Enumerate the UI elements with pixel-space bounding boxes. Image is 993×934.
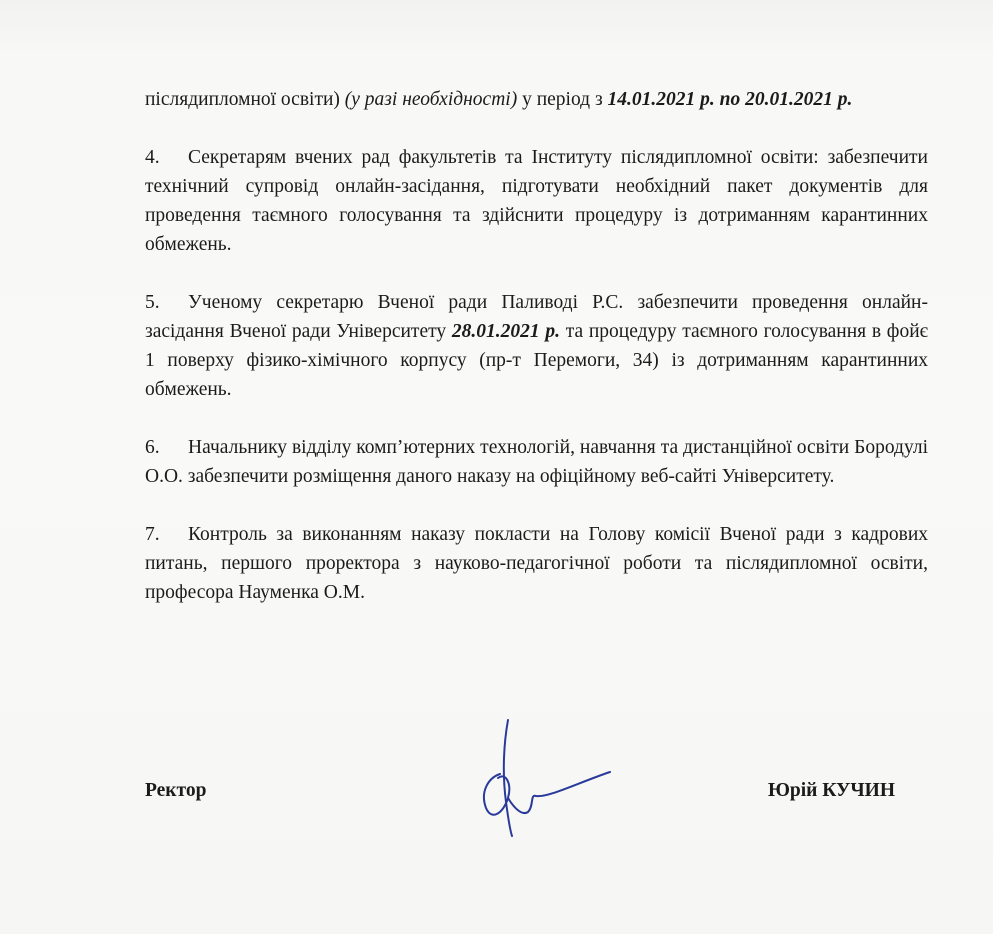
- paragraph-item-6: [145, 433, 928, 491]
- item-text: Контроль за виконанням наказу покласти на Голову комісії Вченої ради з кадрових питань, першого проректора з науково-педагогічної роботи та післядипломної освіти, професора Науменка О.М.: [145, 524, 928, 603]
- paragraph-continuation: [145, 85, 928, 114]
- continuation-text: післядипломної освіти): [145, 89, 345, 110]
- paragraph-item-7: [145, 520, 928, 607]
- item-text: Секретарям вчених рад факультетів та Інституту післядипломної освіти: забезпечити технічний супровід онлайн-засідання, підготувати необхідний пакет документів для проведення таємного голосування та здійснити процедуру із дотриманням карантинних обмежень.: [145, 147, 928, 255]
- continuation-period: 14.01.2021 р. по 20.01.2021 р.: [607, 89, 853, 110]
- continuation-note: (у разі необхідності): [344, 89, 518, 110]
- paragraph-item-5: [145, 288, 928, 404]
- signatory-position: Ректор: [145, 780, 207, 801]
- signature-row: [145, 780, 895, 812]
- handwritten-signature: [470, 712, 620, 842]
- item-text: Ученому секретарю Вченої ради Паливоді Р.С. забезпечити проведення онлайн-засідання Вченої ради Університету: [145, 292, 928, 342]
- item-number: 5.: [145, 292, 160, 313]
- paragraph-item-4: [145, 143, 928, 259]
- signatory-name: Юрій КУЧИН: [767, 780, 895, 801]
- item-text: Начальнику відділу комп’ютерних технологій, навчання та дистанційної освіти Бородулі О.О. забезпечити розміщення даного наказу на офіційному веб-сайті Університету.: [145, 437, 928, 487]
- continuation-text-2: у період з: [517, 89, 608, 110]
- item-text-2: та процедуру таємного голосування в фойє 1 поверху фізико-хімічного корпусу (пр-т Перемоги, 34) із дотриманням карантинних обмежень.: [145, 321, 928, 400]
- item-number: 6.: [145, 437, 160, 458]
- item-date: 28.01.2021 р.: [451, 321, 560, 342]
- order-body: [145, 85, 928, 636]
- item-number: 7.: [145, 524, 160, 545]
- item-number: 4.: [145, 147, 160, 168]
